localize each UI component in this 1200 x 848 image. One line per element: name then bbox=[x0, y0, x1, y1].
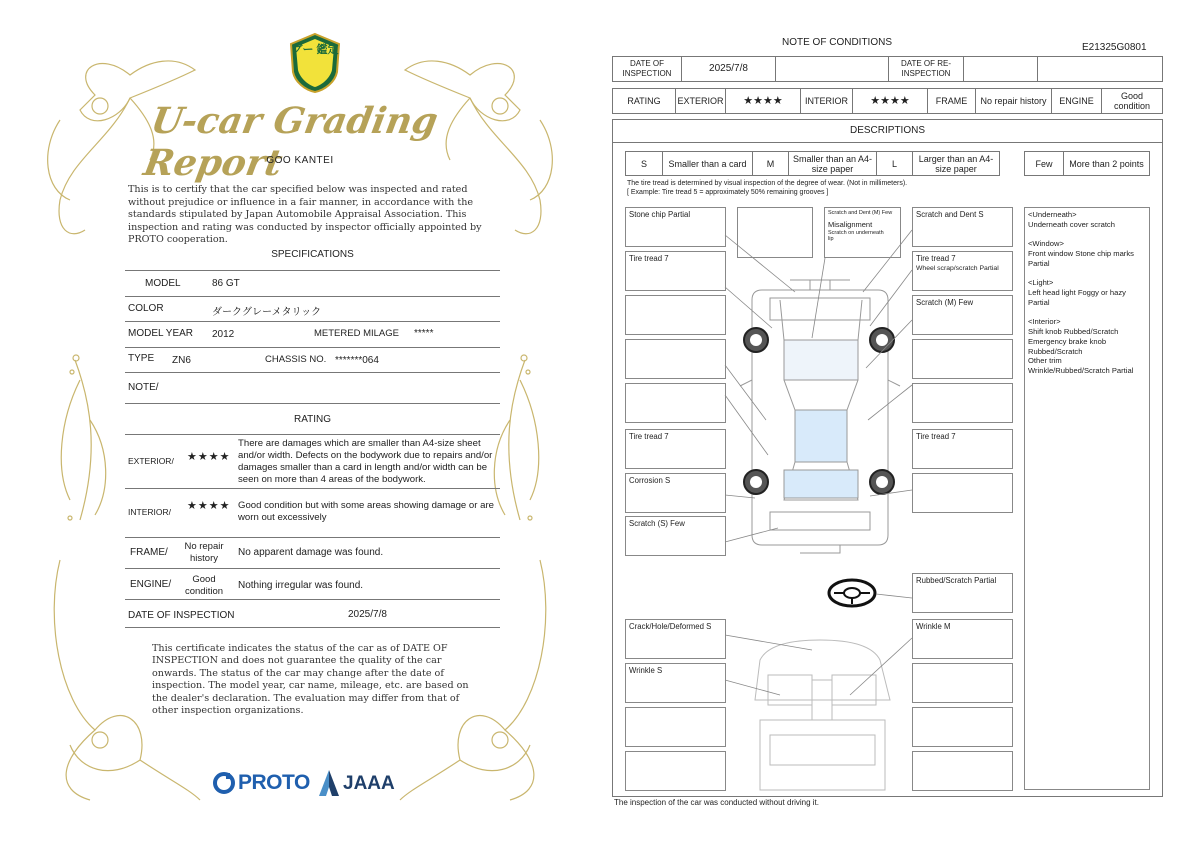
date-of-inspection-label: DATE OF INSPECTION bbox=[622, 59, 672, 78]
certificate-disclaimer: This certificate indicates the status of the car as of DATE OF INSPECTION and does not guarantee the quality of the car onwards. The status of the car may change after the date of inspection. The model year, car name, mileage, etc. are based on the dealer's declaration. The evaluation may differ from that of other inspection organizations. bbox=[152, 643, 469, 717]
empty-damage-box bbox=[912, 663, 1013, 703]
frame-value: No repair history bbox=[975, 89, 1051, 113]
rating-row bbox=[612, 88, 1163, 114]
divider bbox=[125, 403, 500, 404]
front-bumper-sub: Scratch on underneath bbox=[828, 230, 884, 236]
divider bbox=[125, 372, 500, 373]
scratch-small-box: Scratch (S) Few bbox=[625, 516, 726, 556]
few-legend bbox=[1024, 151, 1150, 176]
empty-damage-box bbox=[625, 339, 726, 379]
tire-tread-example: [ Example: Tire tread 5 = approximately 50% remaining grooves ] bbox=[627, 189, 829, 196]
chassis-value: *******064 bbox=[335, 355, 379, 366]
goo-kantei-badge-icon bbox=[287, 32, 343, 94]
tire-tread-front-left-box: Tire tread 7 bbox=[625, 251, 726, 291]
mileage-value: ***** bbox=[414, 328, 434, 339]
report-title: U-car Grading Report bbox=[140, 100, 441, 184]
notes-light-text: Left head light Foggy or hazy Partial bbox=[1028, 287, 1126, 307]
exterior-description: There are damages which are smaller than A4-size sheet and/or width. Defects on the bodywork due to repairs and/or damages smaller than a card in length and/or width can be seen on more than 4 areas of the bodywork. bbox=[238, 438, 493, 485]
notes-interior-line: Emergency brake knob Rubbed/Scratch bbox=[1028, 336, 1107, 356]
size-legend bbox=[625, 151, 1000, 176]
engine-label: ENGINE/ bbox=[130, 579, 172, 590]
frame-label: FRAME bbox=[927, 89, 975, 113]
front-bumper-sub2: lip bbox=[828, 236, 834, 242]
model-label: MODEL bbox=[145, 278, 181, 289]
corrosion-box: Corrosion S bbox=[625, 473, 726, 513]
conditions-title: NOTE OF CONDITIONS bbox=[782, 37, 892, 48]
wheel-scrap-text: Wheel scrap/scratch Partial bbox=[916, 265, 999, 272]
wrinkle-medium-box: Wrinkle M bbox=[912, 619, 1013, 659]
empty-damage-box bbox=[912, 707, 1013, 747]
condition-notes bbox=[1024, 207, 1150, 790]
empty-damage-box bbox=[912, 339, 1013, 379]
chassis-label: CHASSIS NO. bbox=[265, 354, 327, 365]
notes-underneath-text: Underneath cover scratch bbox=[1028, 219, 1115, 229]
type-value: ZN6 bbox=[172, 355, 191, 366]
report-code: E21325G0801 bbox=[1082, 42, 1147, 53]
exterior-stars: ★★★★ bbox=[187, 451, 231, 463]
legend-few: Few bbox=[1035, 158, 1053, 169]
interior-label: INTERIOR/ bbox=[128, 507, 171, 517]
type-label: TYPE bbox=[128, 353, 155, 364]
tire-tread-front-right-text: Tire tread 7 bbox=[916, 254, 956, 263]
interior-stars: ★★★★ bbox=[852, 89, 927, 113]
exterior-label: EXTERIOR/ bbox=[128, 456, 174, 466]
engine-value: Good condition bbox=[184, 574, 224, 597]
divider bbox=[125, 599, 500, 600]
notes-window-heading: <Window> bbox=[1028, 239, 1064, 249]
legend-s: S bbox=[640, 158, 647, 169]
date-of-inspection-value: 2025/7/8 bbox=[348, 609, 387, 620]
frame-label: FRAME/ bbox=[130, 547, 168, 558]
jaaa-logo-text: JAAA bbox=[343, 773, 395, 794]
proto-logo-icon bbox=[212, 771, 236, 795]
color-label: COLOR bbox=[128, 303, 164, 314]
divider bbox=[125, 296, 500, 297]
date-of-inspection-value: 2025/7/8 bbox=[681, 57, 775, 81]
front-bumper-title: Scratch and Dent (M) Few bbox=[828, 210, 893, 216]
interior-label: INTERIOR bbox=[800, 89, 852, 113]
tire-tread-front-right-box bbox=[912, 251, 1013, 291]
frame-description: No apparent damage was found. bbox=[238, 547, 384, 558]
legend-l: L bbox=[876, 152, 912, 175]
divider bbox=[125, 488, 500, 489]
tire-tread-rear-left-box: Tire tread 7 bbox=[625, 429, 726, 469]
front-bumper-main: Misalignment bbox=[828, 220, 873, 229]
legend-few-desc: More than 2 points bbox=[1063, 152, 1149, 175]
notes-interior-line: Wrinkle/Rubbed/Scratch Partial bbox=[1028, 366, 1134, 376]
notes-light-heading: <Light> bbox=[1028, 278, 1054, 288]
engine-value: Good condition bbox=[1101, 89, 1162, 113]
model-value: 86 GT bbox=[212, 278, 240, 289]
notes-interior-line: Shift knob Rubbed/Scratch bbox=[1028, 326, 1119, 336]
engine-label: ENGINE bbox=[1051, 89, 1101, 113]
jaaa-logo-icon bbox=[318, 769, 340, 797]
specifications-heading: SPECIFICATIONS bbox=[271, 249, 354, 260]
steering-wheel-box: Rubbed/Scratch Partial bbox=[912, 573, 1013, 613]
frame-value: No repair history bbox=[184, 541, 224, 564]
notes-window-text: Front window Stone chip marks Partial bbox=[1028, 248, 1134, 268]
divider bbox=[125, 434, 500, 435]
engine-description: Nothing irregular was found. bbox=[238, 580, 364, 591]
legend-l-desc: Larger than an A4-size paper bbox=[912, 152, 999, 175]
proto-logo-text: PROTO bbox=[238, 771, 310, 794]
empty-damage-box bbox=[625, 295, 726, 335]
empty-damage-box bbox=[625, 383, 726, 423]
tire-tread-note: The tire tread is determined by visual inspection of the degree of wear. (Not in millimeters). bbox=[627, 180, 908, 187]
model-year-value: 2012 bbox=[212, 329, 235, 340]
legend-s-desc: Smaller than a card bbox=[662, 152, 752, 175]
scratch-medium-box: Scratch (M) Few bbox=[912, 295, 1013, 335]
divider bbox=[125, 627, 500, 628]
empty-damage-box bbox=[737, 207, 813, 258]
empty-damage-box bbox=[912, 751, 1013, 791]
inspection-date-row bbox=[612, 56, 1163, 82]
legend-m-desc: Smaller than an A4-size paper bbox=[788, 152, 876, 175]
re-inspection-value bbox=[963, 57, 1037, 81]
empty-damage-box bbox=[625, 751, 726, 791]
legend-m: M bbox=[752, 152, 788, 175]
badge-text: グー 鑑定 bbox=[291, 44, 339, 56]
interior-description: Good condition but with some areas showing damage or are worn out excessively bbox=[238, 500, 494, 523]
notes-underneath-heading: <Underneath> bbox=[1028, 210, 1077, 219]
descriptions-heading: DESCRIPTIONS bbox=[612, 119, 1163, 143]
divider bbox=[125, 270, 500, 271]
wrinkle-small-box: Wrinkle S bbox=[625, 663, 726, 703]
scratch-dent-box: Scratch and Dent S bbox=[912, 207, 1013, 247]
empty-damage-box bbox=[912, 383, 1013, 423]
front-bumper-box bbox=[824, 207, 901, 258]
report-subtitle: GOO KANTEI bbox=[266, 155, 334, 166]
note-label: NOTE/ bbox=[128, 382, 159, 393]
re-inspection-label: DATE OF RE-INSPECTION bbox=[888, 57, 963, 81]
model-year-label: MODEL YEAR bbox=[128, 328, 194, 339]
divider bbox=[125, 568, 500, 569]
rating-label: RATING bbox=[627, 96, 661, 106]
mileage-label: METERED MILAGE bbox=[314, 328, 399, 339]
notes-interior-heading: <Interior> bbox=[1028, 317, 1061, 327]
date-of-inspection-label: DATE OF INSPECTION bbox=[128, 610, 235, 621]
blank-cell bbox=[1037, 57, 1162, 81]
inspection-footer-note: The inspection of the car was conducted without driving it. bbox=[614, 798, 819, 807]
divider bbox=[125, 537, 500, 538]
divider bbox=[125, 321, 500, 322]
notes-interior-line: Other trim bbox=[1028, 356, 1062, 366]
color-value: ダークグレーメタリック bbox=[212, 307, 322, 318]
exterior-label: EXTERIOR bbox=[675, 89, 725, 113]
tire-tread-rear-right-box: Tire tread 7 bbox=[912, 429, 1013, 469]
stone-chip-box: Stone chip Partial bbox=[625, 207, 726, 247]
interior-stars: ★★★★ bbox=[187, 500, 231, 512]
empty-damage-box bbox=[625, 707, 726, 747]
rating-heading: RATING bbox=[293, 414, 332, 425]
crack-hole-box: Crack/Hole/Deformed S bbox=[625, 619, 726, 659]
exterior-stars: ★★★★ bbox=[725, 89, 800, 113]
divider bbox=[125, 347, 500, 348]
empty-damage-box bbox=[912, 473, 1013, 513]
certification-text: This is to certify that the car specified below was inspected and rated without prejudice or influence in a fair manner, in accordance with the standards stipulated by Japan Automobile Appraisal Association. This inspection and rating was conducted by inspector officially appointed by PROTO cooperation. bbox=[128, 184, 482, 245]
